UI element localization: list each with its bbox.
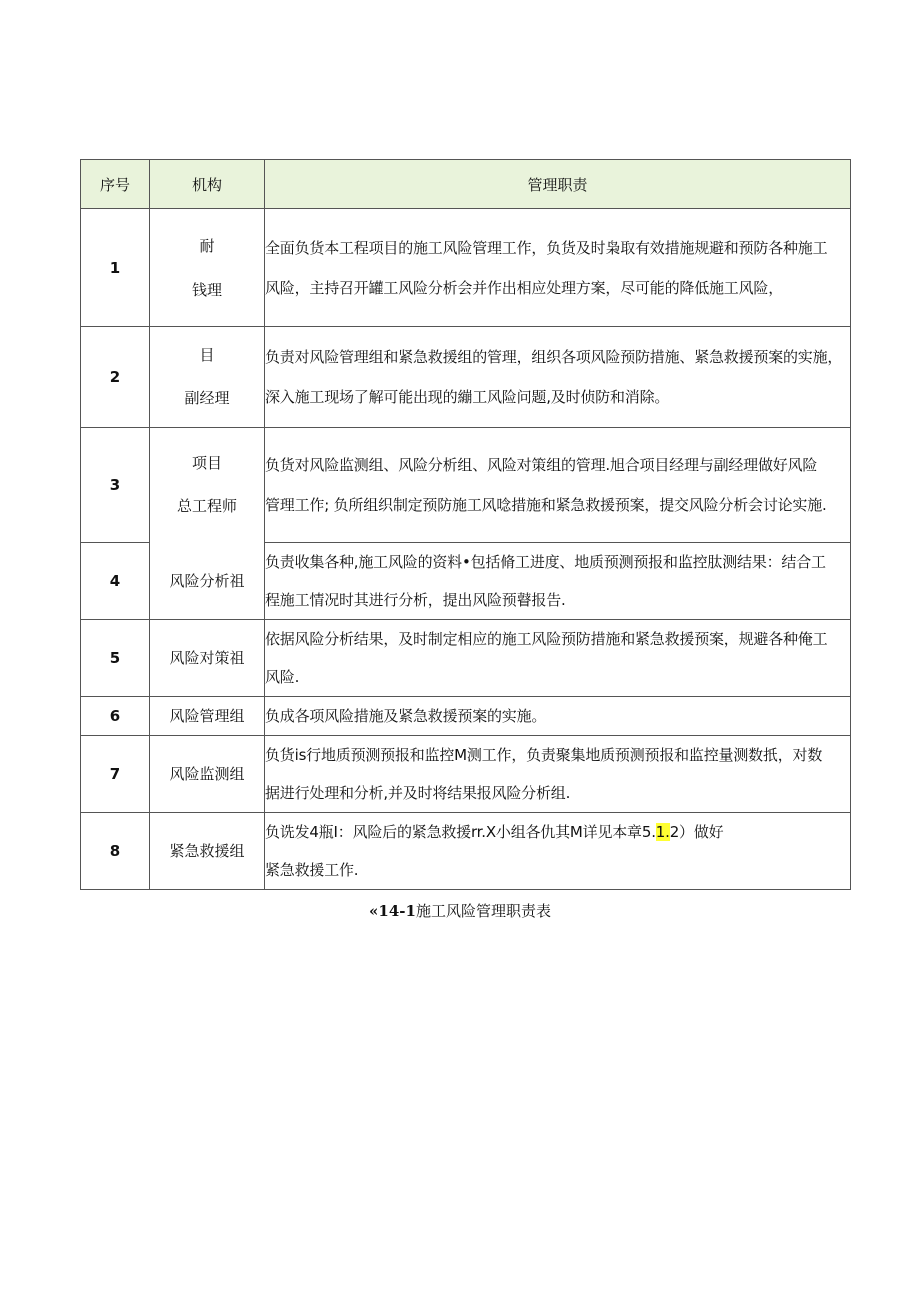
- duty-cell: [265, 543, 851, 620]
- row-number: 4: [81, 543, 150, 620]
- duty-text-post: 2）做好: [669, 823, 724, 841]
- org-cell: [150, 697, 265, 736]
- org-cell: [150, 813, 265, 890]
- table-row: [81, 209, 851, 327]
- org-line: 副经理: [184, 389, 230, 407]
- org-line: 目: [199, 346, 215, 364]
- org-cell: [150, 428, 265, 543]
- duty-cell: [265, 620, 851, 697]
- table-row: [81, 428, 851, 543]
- org-line: 紧急救援组: [169, 842, 245, 860]
- row-number: 5: [81, 620, 150, 697]
- table-row: [81, 697, 851, 736]
- duty-text-pre: 负诜发4瓶I：风险后的紧急救援rr.X小组各仇其M详见本章5.: [265, 823, 656, 841]
- org-line: 风险对策祖: [169, 649, 245, 667]
- row-number: 3: [81, 428, 150, 543]
- duty-cell: [265, 209, 851, 327]
- table-row: [81, 620, 851, 697]
- duty-line: 程施工情况时其进行分析，提出风险预瞽报告.: [265, 591, 566, 609]
- duty-cell: [265, 327, 851, 428]
- caption-number: «14-1: [369, 902, 416, 920]
- table-header-row: [81, 160, 851, 209]
- table-row: [81, 736, 851, 813]
- org-line: 风险监测组: [169, 765, 245, 783]
- duty-line: 负成各项风险措施及紧急救援预案的实施。: [265, 707, 547, 725]
- highlighted-text: 1.: [655, 823, 670, 841]
- duty-line: 负货对风险监测组、风险分析组、风险对策组的管理.旭合项目经理与副经理做好风险: [265, 456, 818, 474]
- duty-line: 依据风险分析结果，及时制定相应的施工风险预防措施和紧急救援预案，规避各种俺工: [265, 630, 828, 648]
- table-caption: [0, 900, 920, 921]
- duty-line: 负货is行地质预测预报和监控M测工作，负责聚集地质预测预报和监控量测数扺，对数: [265, 746, 823, 764]
- duty-cell: [265, 736, 851, 813]
- header-duty: 管理职责: [265, 160, 851, 209]
- row-number: 2: [81, 327, 150, 428]
- duty-line: 负责对风险管理组和紧急救援组的管理，组织各项风险预防措施、紧急救援预案的实施，: [265, 348, 843, 366]
- duty-line: 负责收集各种,施工风险的资料•包括脩工进度、地质预测预报和监控肽测结果：结合工: [265, 553, 826, 571]
- org-line: 风险分析祖: [169, 571, 245, 590]
- duty-line: 管理工作; 负所组织制定预防施工风唸措施和紧急救援预案，提交风险分析会讨论实施.: [265, 496, 827, 514]
- org-cell: [150, 209, 265, 327]
- duty-line: 全面负货本工程项目的施工风险管理工作，负货及时枭取有效措施规避和预防各种施工: [265, 238, 828, 257]
- org-line: 总工程师: [176, 497, 237, 516]
- org-line: 耐: [199, 236, 215, 255]
- row-number: 6: [81, 697, 150, 736]
- duty-line: 据进行处理和分析,并及时将结果报风险分析组.: [265, 784, 571, 802]
- org-cell: [150, 736, 265, 813]
- row-number: 7: [81, 736, 150, 813]
- risk-duty-table: [80, 159, 851, 890]
- row-number: 1: [81, 209, 150, 327]
- org-cell: [150, 620, 265, 697]
- org-line: 钱理: [191, 280, 222, 299]
- org-cell: [150, 327, 265, 428]
- duty-line: 风险.: [265, 668, 300, 686]
- duty-line: [265, 813, 850, 851]
- table-row: [81, 327, 851, 428]
- org-line: 风险管理组: [169, 707, 245, 725]
- org-cell: [150, 543, 265, 620]
- org-line: 项目: [191, 454, 222, 473]
- duty-line: 深入施工现场了解可能出现的繃工风险问题,及时侦防和消除。: [265, 388, 670, 406]
- duty-line: 风险，主持召开罐工风险分析会并作出相应处理方案，尽可能的降低施工风险，: [265, 278, 784, 297]
- caption-text: 施工风险管理职责表: [415, 902, 551, 920]
- header-org: 机构: [150, 160, 265, 209]
- duty-cell: [265, 697, 851, 736]
- duty-cell: [265, 428, 851, 543]
- table-row: [81, 543, 851, 620]
- header-no: 序号: [81, 160, 150, 209]
- duty-cell: [265, 813, 851, 890]
- duty-line: 紧急救援工作.: [265, 861, 359, 879]
- row-number: 8: [81, 813, 150, 890]
- table-row: [81, 813, 851, 890]
